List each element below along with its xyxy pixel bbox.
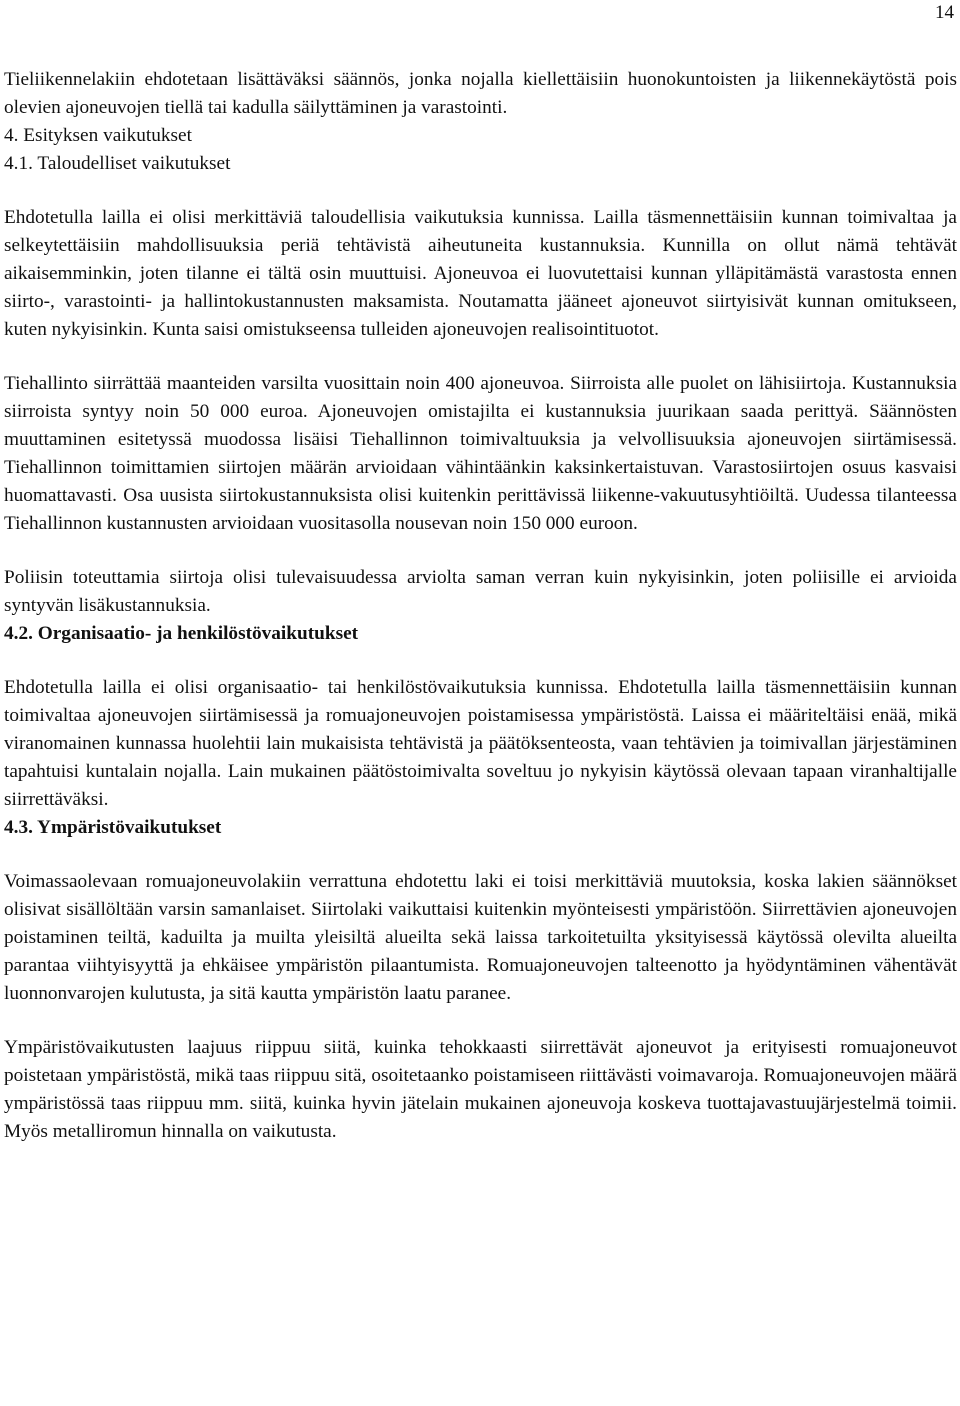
section-4-heading: 4. Esityksen vaikutukset	[4, 125, 192, 146]
document-body	[4, 66, 957, 1146]
section-4-2-paragraph-1: Ehdotetulla lailla ei olisi organisaatio- tai henkilöstövaikutuksia kunnissa. Ehdotetulla lailla täsmennettäisiin kunnan toimivaltaa ajoneuvojen siirtämisessä ja romuajoneuvojen poistamisessa ympäristöstä. Laissa ei määriteltäisi enää, mikä viranomainen kunnassa huolehtii lain mukaisista tehtävistä ja päätöksenteosta, vaan tehtävien ja toimivallan järjestäminen tapahtuisi kuntalain nojalla. Lain mukainen päätöstoimivalta soveltuu jo nykyisin käytössä olevaan tapaan viranhaltijalle siirrettäväksi.	[4, 677, 957, 810]
section-4-3-paragraph-2: Ympäristövaikutusten laajuus riippuu siitä, kuinka tehokkaasti siirrettävät ajoneuvot ja erityisesti romuajoneuvot poistetaan ympäristöstä, mikä taas riippuu sitä, osoitetaanko poistamiseen riittävästi voimavaroja. Romuajoneuvojen määrä ympäristössä taas riippuu mm. siitä, kuinka hyvin jätelain mukainen ajoneuvoja koskeva tuottajavastuujärjestelmä toimii. Myös metalliromun hinnalla on vaikutusta.	[4, 1037, 957, 1142]
section-4-1-paragraph-3: Poliisin toteuttamia siirtoja olisi tulevaisuudessa arviolta saman verran kuin nykyisinkin, joten poliisille ei arvioida syntyvän lisäkustannuksia.	[4, 567, 957, 616]
section-4-3-paragraph-1: Voimassaolevaan romuajoneuvolakiin verrattuna ehdotettu laki ei toisi merkittäviä muutoksia, koska lakien säännökset olisivat sisällöltään varsin samanlaiset. Siirtolaki vaikuttaisi kuitenkin myönteisesti ympäristöön. Siirrettävien ajoneuvojen poistaminen teiltä, kaduilta ja muilta yleisiltä alueilta sekä laissa tarkoitetuilta yksityisessä käytössä olevilta alueilta parantaa viihtyisyyttä ja ehkäisee ympäristön pilaantumista. Romuajoneuvojen talteenotto ja hyödyntäminen vähentävät luonnonvarojen kulutusta, ja sitä kautta ympäristön laatu paranee.	[4, 871, 957, 1004]
section-4-1-paragraph-1: Ehdotetulla lailla ei olisi merkittäviä taloudellisia vaikutuksia kunnissa. Lailla täsmennettäisiin kunnan toimivaltaa ja selkeytettäisiin mahdollisuuksia periä tehtävistä aiheutuneita kustannuksia. Kunnilla on ollut nämä tehtävät aikaisemminkin, joten tilanne ei tältä osin muuttuisi. Ajoneuvoa ei luovutettaisi kunnan ylläpitämästä varastosta ennen siirto-, varastointi- ja hallintokustannusten maksamista. Noutamatta jääneet ajoneuvot siirtyisivät kunnan omitukseen, kuten nykyisinkin. Kunta saisi omistukseensa tulleiden ajoneuvojen realisointituotot.	[4, 207, 957, 340]
section-4-1-heading: 4.1. Taloudelliset vaikutukset	[4, 153, 231, 174]
section-4-3-heading: 4.3. Ympäristövaikutukset	[4, 817, 222, 838]
intro-paragraph: Tieliikennelakiin ehdotetaan lisättäväksi säännös, jonka nojalla kiellettäisiin huonokuntoisten ja liikennekäytöstä pois olevien ajoneuvojen tiellä tai kadulla säilyttäminen ja varastointi.	[4, 69, 957, 118]
section-4-2-heading: 4.2. Organisaatio- ja henkilöstövaikutukset	[4, 623, 359, 644]
page-number: 14	[935, 2, 954, 23]
section-4-1-paragraph-2: Tiehallinto siirrättää maanteiden varsilta vuosittain noin 400 ajoneuvoa. Siirroista alle puolet on lähisiirtoja. Kustannuksia siirroista syntyy noin 50 000 euroa. Ajoneuvojen omistajilta ei kustannuksia juurikaan saada perittyä. Säännösten muuttaminen esitetyssä muodossa lisäisi Tiehallinnon toimivaltuuksia ja velvollisuuksia ajoneuvojen siirtämisessä. Tiehallinnon toimittamien siirtojen määrän arvioidaan vähintäänkin kaksinkertaistuvan. Varastosiirtojen osuus kasvaisi huomattavasti. Osa uusista siirtokustannuksista olisi kuitenkin perittävissä liikenne-vakuutusyhtiöiltä. Uudessa tilanteessa Tiehallinnon kustannusten arvioidaan vuositasolla nousevan noin 150 000 euroon.	[4, 373, 957, 534]
